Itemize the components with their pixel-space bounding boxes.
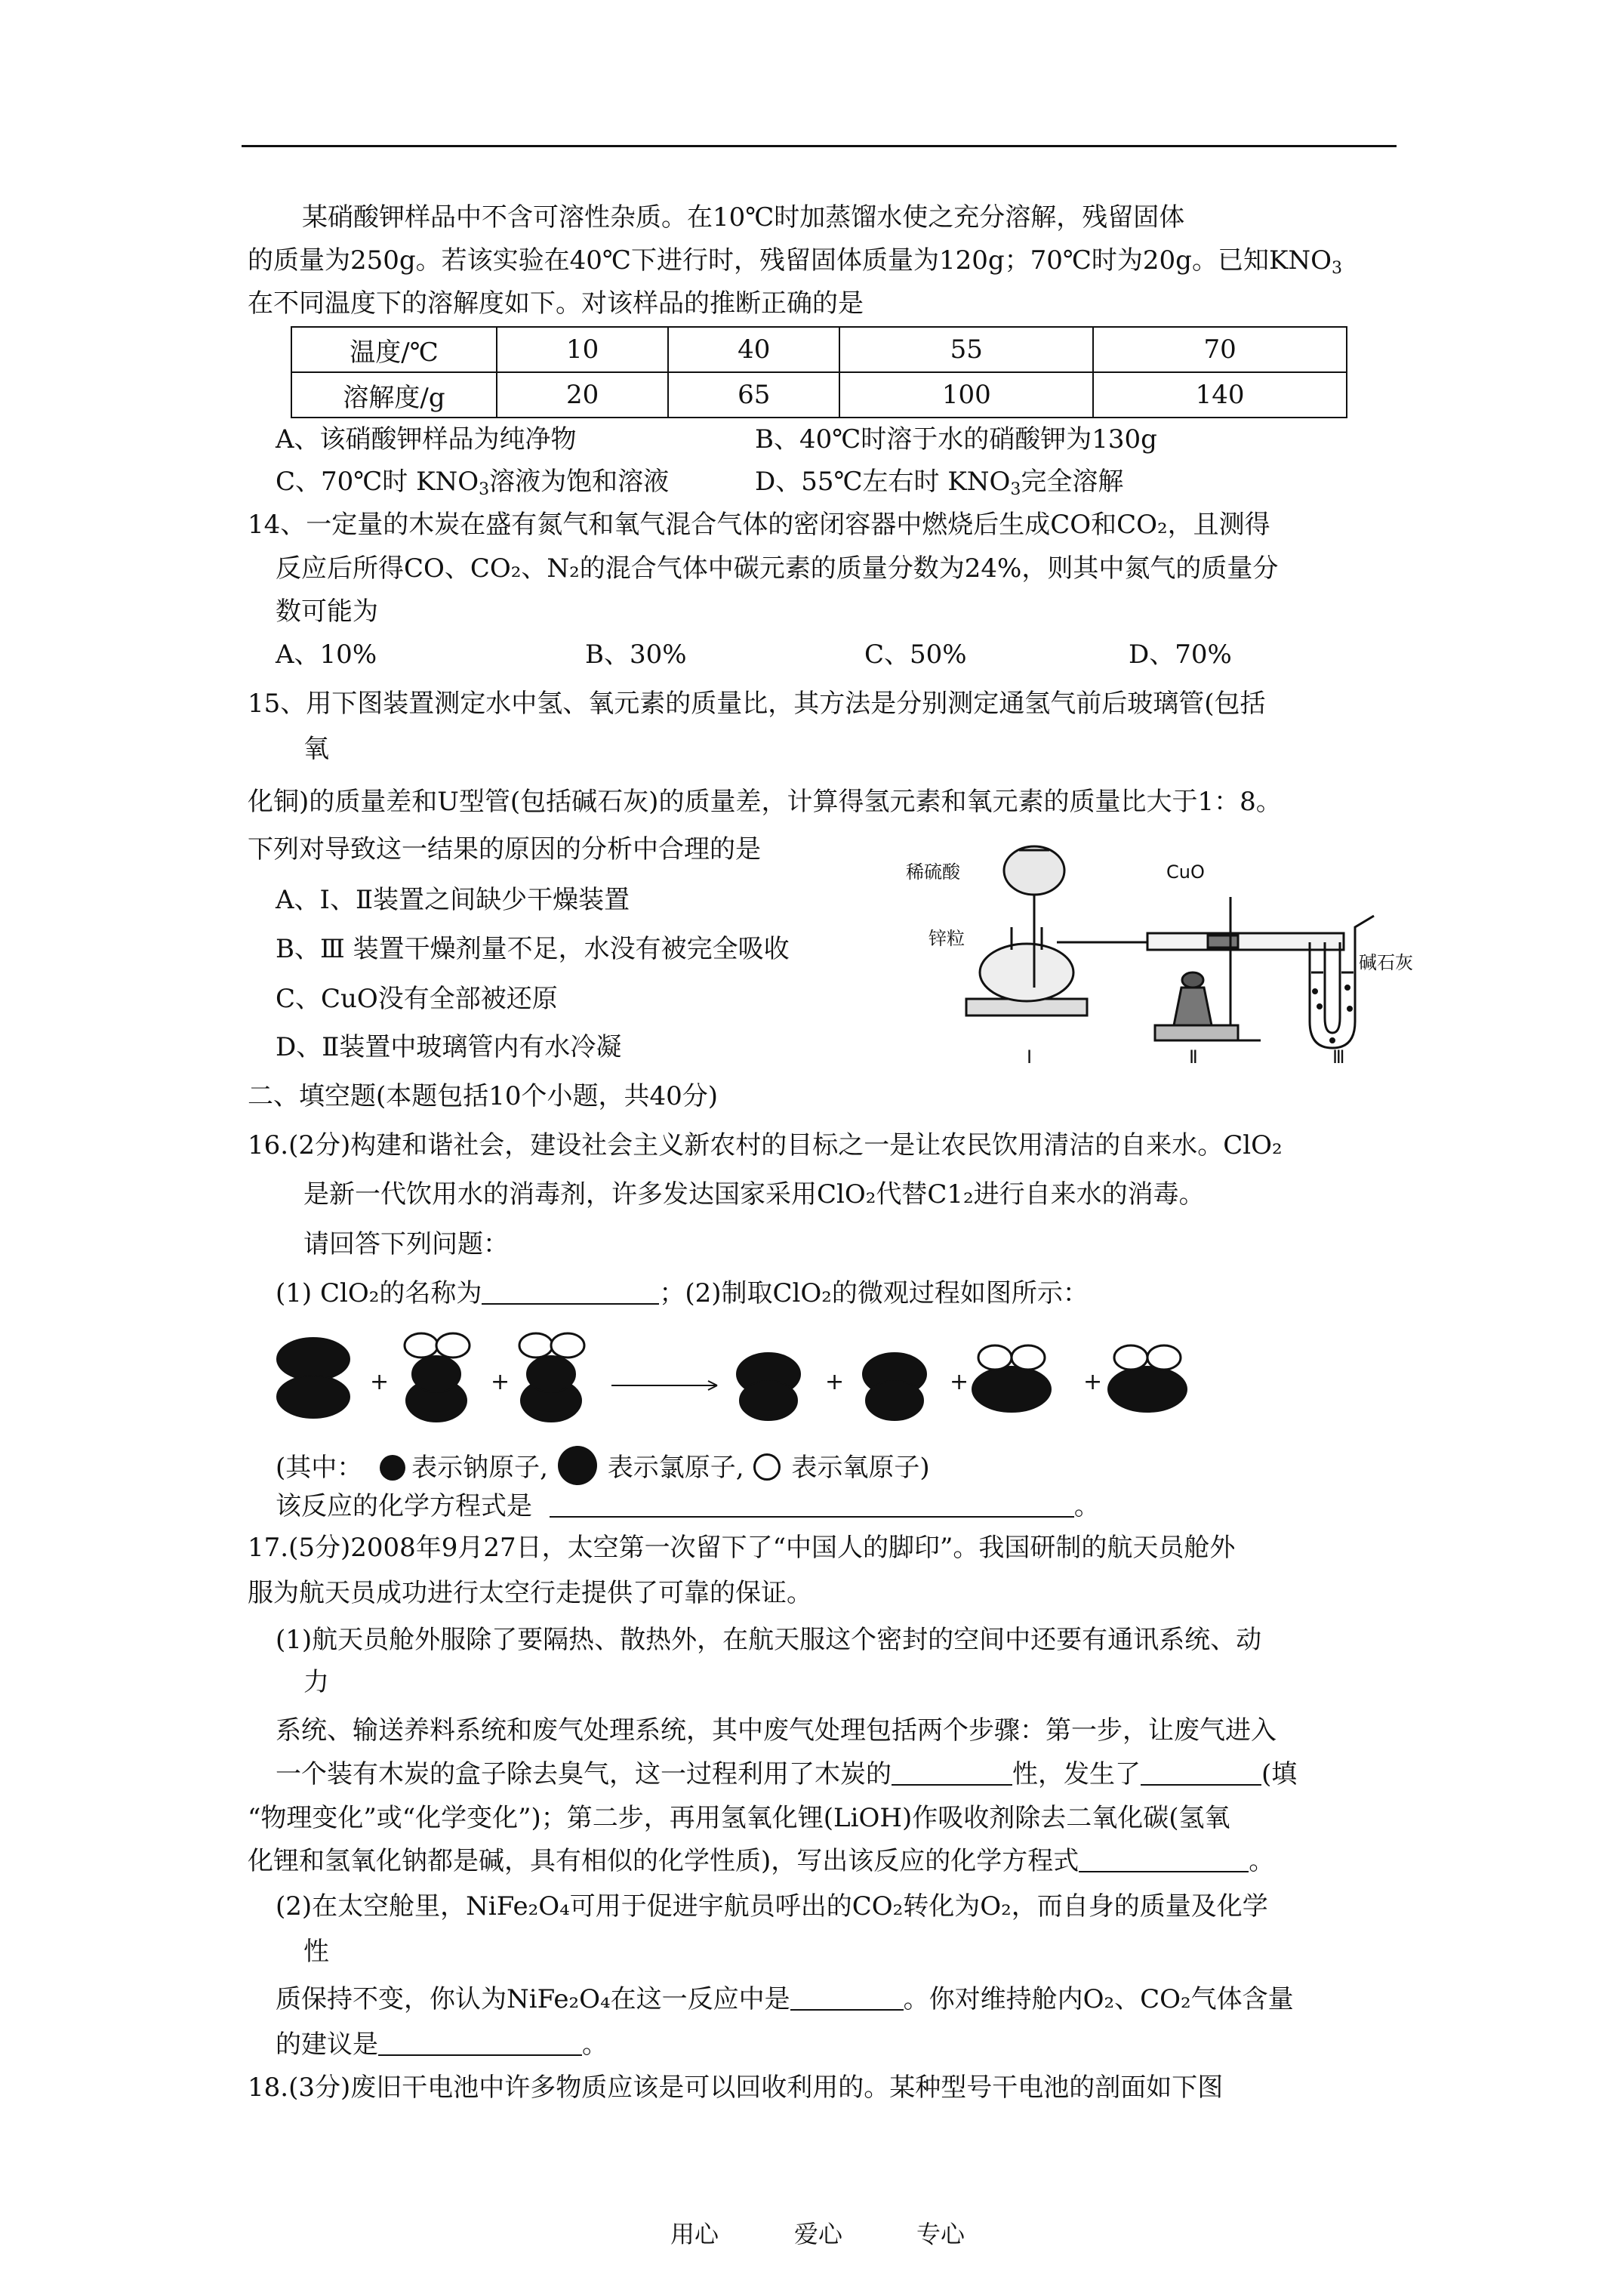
q14-option-c: C、50% [864, 639, 967, 670]
q13-line3: 在不同温度下的溶解度如下。对该样品的推断正确的是 [248, 288, 864, 319]
q17-line6: “物理变化”或“化学变化”)；第二步，再用氢氧化锂(LiOH)作吸收剂除去二氧化碳(氢氧 [248, 1803, 1230, 1833]
plus-sign: + [1083, 1369, 1103, 1395]
label-cuo: CuO [1166, 861, 1205, 883]
q14-line1: 14、一定量的木炭在盛有氮气和氧气混合气体的密闭容器中燃烧后生成CO和CO₂，且测得 [248, 510, 1270, 540]
answer-blank[interactable] [1141, 1761, 1261, 1786]
q15-option-b: B、Ⅲ 装置干燥剂量不足，水没有被完全吸收 [276, 934, 790, 964]
footer-text-3: 专心 [916, 2220, 965, 2248]
answer-blank[interactable] [1079, 1848, 1249, 1872]
table-cell: 100 [839, 372, 1093, 418]
answer-blank[interactable] [378, 2032, 582, 2056]
table-row [291, 372, 1347, 418]
answer-blank[interactable] [550, 1493, 1074, 1518]
table-cell: 140 [1093, 372, 1347, 418]
q17-line10: 的建议是 。 [276, 2029, 608, 2060]
q13-line2: 的质量为250g。若该实验在40℃下进行时，残留固体质量为120g；70℃时为20g。已知$KNO_3$ [248, 245, 1342, 278]
table-cell: 20 [497, 372, 668, 418]
q17-line5: 一个装有木炭的盒子除去臭气，这一过程利用了木炭的 性，发生了 (填 [276, 1759, 1298, 1789]
q15-line2: 化铜)的质量差和U型管(包括碱石灰)的质量差，计算得氢元素和氧元素的质量比大于1：8。 [248, 787, 1282, 817]
table-cell: 10 [497, 327, 668, 372]
q16-line2: 是新一代饮用水的消毒剂，许多发达国家采用ClO₂代替C1₂进行自来水的消毒。 [303, 1179, 1205, 1210]
q13-line1: 某硝酸钾样品中不含可溶性杂质。在10℃时加蒸馏水使之充分溶解，残留固体 [302, 202, 1185, 233]
q14-option-a: A、10% [276, 639, 377, 670]
table-cell: 40 [668, 327, 839, 372]
q14-option-d: D、70% [1129, 639, 1232, 670]
q16-equation-line: 该反应的化学方程式是 。 [276, 1491, 1100, 1521]
q17-line1: 17.(5分)2008年9月27日，太空第一次留下了“中国人的脚印”。我国研制的航天员舱外 [248, 1533, 1236, 1563]
q17-line9: 质保持不变，你认为NiFe₂O₄在这一反应中是 。你对维持舱内O₂、CO₂气体含量 [276, 1984, 1294, 2014]
q16-line1: 16.(2分)构建和谐社会，建设社会主义新农村的目标之一是让农民饮用清洁的自来水。ClO₂ [248, 1130, 1283, 1160]
plus-sign: + [825, 1369, 845, 1395]
q17-line4: 系统、输送养料系统和废气处理系统，其中废气处理包括两个步骤：第一步，让废气进入 [276, 1715, 1277, 1746]
table-header-temperature: 温度/℃ [291, 327, 497, 372]
q17-line8b: 性 [303, 1937, 329, 1967]
q17-line3b: 力 [303, 1667, 329, 1697]
q16-line3: 请回答下列问题： [303, 1229, 509, 1259]
q18-line1: 18.(3分)废旧干电池中许多物质应该是可以回收利用的。某种型号干电池的剖面如下图 [248, 2073, 1224, 2103]
q14-line2: 反应后所得CO、CO₂、N₂的混合气体中碳元素的质量分数为24%，则其中氮气的质量分 [276, 553, 1279, 584]
chlorine-atom-icon [558, 1446, 597, 1485]
q17-line7: 化锂和氢氧化钠都是碱，具有相似的化学性质)，写出该反应的化学方程式 。 [248, 1846, 1275, 1876]
label-apparatus-3: Ⅲ [1332, 1046, 1345, 1068]
plus-sign: + [491, 1369, 510, 1395]
q15-line1: 15、用下图装置测定水中氢、氧元素的质量比，其方法是分别测定通氢气前后玻璃管(包括 [248, 689, 1266, 719]
footer-text-2: 爱心 [794, 2220, 843, 2248]
q15-option-a: A、I、Ⅱ装置之间缺少干燥装置 [276, 885, 630, 915]
table-cell: 70 [1093, 327, 1347, 372]
q15-line3: 下列对导致这一结果的原因的分析中合理的是 [248, 834, 761, 864]
label-zinc: 锌粒 [929, 928, 965, 949]
label-apparatus-1: I [1027, 1046, 1033, 1068]
table-header-solubility: 溶解度/g [291, 372, 497, 418]
apparatus-diagram [906, 837, 1413, 1071]
q16-line4: (1) ClO₂的名称为 ；(2)制取ClO₂的微观过程如图所示： [276, 1278, 1089, 1308]
table-cell: 65 [668, 372, 839, 418]
q14-option-b: B、30% [585, 639, 687, 670]
q17-line2: 服为航天员成功进行太空行走提供了可靠的保证。 [248, 1578, 812, 1608]
answer-blank[interactable] [790, 1986, 904, 2011]
label-dilute-sulfuric-acid: 稀硫酸 [906, 861, 960, 883]
sodium-atom-icon [380, 1455, 405, 1481]
table-row [291, 327, 1347, 372]
q17-line8: (2)在太空舱里，NiFe₂O₄可用于促进宇航员呼出的CO₂转化为O₂，而自身的质量及化学 [276, 1891, 1268, 1922]
molecule-reaction-diagram [272, 1329, 1246, 1427]
footer-text-1: 用心 [670, 2220, 719, 2248]
q16-legend: (其中： 表示钠原子, 表示氯原子, 表示氧原子) [276, 1446, 930, 1485]
header-rule [242, 145, 1397, 147]
q13-option-c: C、70℃时 $KNO_3$溶液为饱和溶液 [276, 467, 670, 499]
oxygen-atom-icon [753, 1453, 781, 1481]
answer-blank[interactable] [482, 1281, 659, 1305]
q13-option-d: D、55℃左右时 $KNO_3$完全溶解 [755, 467, 1124, 499]
q14-line3: 数可能为 [276, 596, 378, 627]
q15-option-d: D、Ⅱ装置中玻璃管内有水冷凝 [276, 1032, 622, 1062]
section-2-heading: 二、填空题(本题包括10个小题，共40分) [248, 1081, 719, 1111]
q15-line1b: 氧 [303, 734, 329, 764]
plus-sign: + [950, 1369, 969, 1395]
table-cell: 55 [839, 327, 1093, 372]
plus-sign: + [370, 1369, 390, 1395]
label-soda-lime: 碱石灰 [1359, 952, 1413, 973]
q13-option-b: B、40℃时溶于水的硝酸钾为130g [755, 424, 1157, 455]
solubility-table [291, 326, 1347, 418]
q15-option-c: C、CuO没有全部被还原 [276, 984, 558, 1014]
label-apparatus-2: Ⅱ [1189, 1046, 1198, 1068]
answer-blank[interactable] [892, 1761, 1012, 1786]
q13-option-a: A、该硝酸钾样品为纯净物 [276, 424, 577, 455]
q17-line3: (1)航天员舱外服除了要隔热、散热外，在航天服这个密封的空间中还要有通讯系统、动 [276, 1625, 1262, 1655]
